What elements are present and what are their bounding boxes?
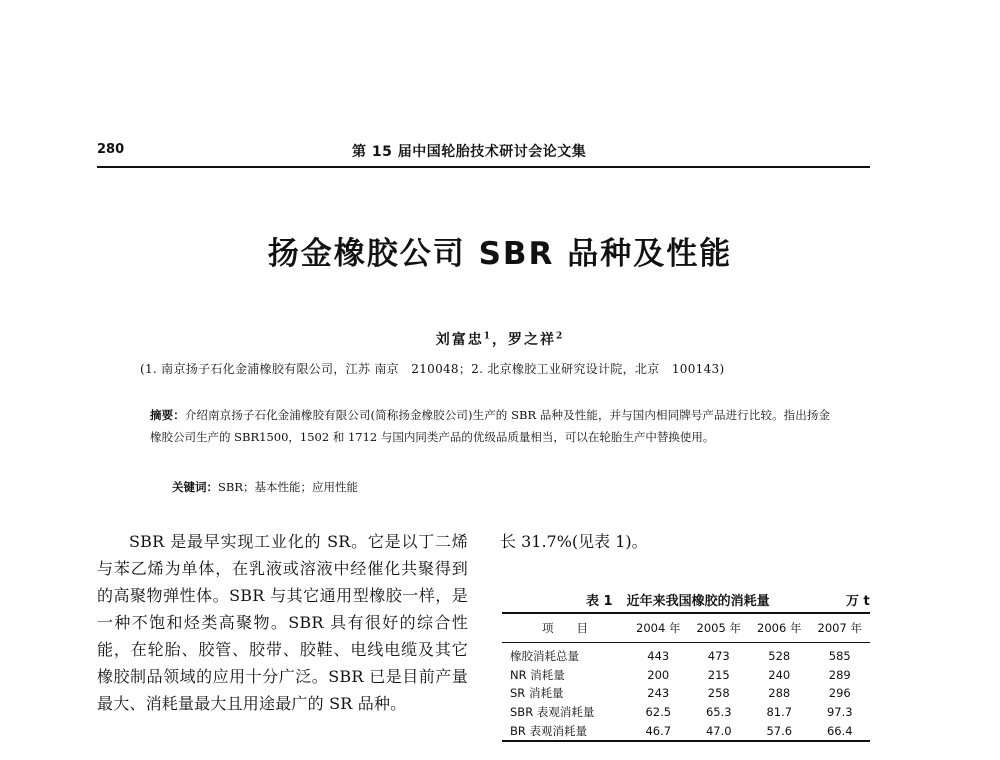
keywords-label: 关键词： (172, 480, 218, 494)
author-2: 罗之祥 (508, 332, 556, 348)
table-cell: 47.0 (705, 723, 732, 738)
table-cell: 215 (707, 667, 730, 682)
body-paragraph-left: SBR 是最早实现工业化的 SR。它是以丁二烯与苯乙烯为单体，在乳液或溶液中经催化共聚得到的高聚物弹性体。SBR 与其它通用型橡胶一样，是一种不饱和烃类高聚物。SBR 具有很好的综合性能，在轮胎、胶管、胶带、胶鞋、电线电缆及其它橡胶制品领域的应用十分广泛。SBR 已是目前产量最大、消耗量最大且用途最广的 SR 品种。 (97, 532, 468, 713)
table-row-label: SR 消耗量 (510, 686, 564, 701)
table-cell: 585 (828, 649, 851, 664)
table-cell: 243 (647, 686, 670, 701)
table-cell: 443 (647, 649, 670, 664)
table-cell: 240 (768, 667, 791, 682)
author-1-affiliation-mark: 1 (483, 331, 492, 342)
table-row-label: 橡胶消耗总量 (510, 649, 579, 664)
table-cell: 288 (768, 686, 791, 701)
page-number: 280 (97, 142, 125, 157)
affiliations: (1. 南京扬子石化金浦橡胶有限公司，江苏 南京 210048；2. 北京橡胶工业研究设计院，北京 100143) (140, 362, 725, 376)
table-cell: 289 (828, 667, 851, 682)
table-cell: 66.4 (826, 723, 853, 738)
table-header-cell: 2007 年 (817, 621, 862, 635)
author-2-affiliation-mark: 2 (556, 331, 565, 342)
table-header-cell: 2004 年 (636, 621, 681, 635)
table-header-cell: 2006 年 (757, 621, 802, 635)
abstract-label: 摘要： (150, 408, 185, 422)
keywords-text: SBR；基本性能；应用性能 (218, 480, 358, 494)
table-caption-title: 近年来我国橡胶的消耗量 (626, 594, 770, 609)
author-1: 刘富忠 (435, 332, 484, 348)
table-cell: 62.5 (645, 705, 672, 720)
table-cell: 473 (707, 649, 730, 664)
table-cell: 81.7 (766, 705, 793, 720)
table-caption (586, 590, 886, 609)
body-paragraph-right: 长 31.7%(见表 1)。 (500, 532, 648, 551)
table-row-label: NR 消耗量 (510, 667, 565, 682)
table-header-row (502, 613, 870, 643)
paper-title: 扬金橡胶公司 SBR 品种及性能 (267, 236, 733, 272)
table-row (502, 684, 870, 703)
table-cell: 528 (768, 649, 791, 664)
table-caption-label: 表 1 (586, 594, 613, 609)
abstract (150, 404, 830, 448)
abstract-text: 介绍南京扬子石化金浦橡胶有限公司(简称扬金橡胶公司)生产的 SBR 品种及性能，并与国内相同牌号产品进行比较。指出扬金橡胶公司生产的 SBR1500，1502 和 1712 与国内同类产品的优级品质量相当，可以在轮胎生产中替换使用。 (150, 408, 831, 444)
table-row (502, 666, 870, 685)
author-separator: ， (492, 332, 508, 348)
keywords (172, 479, 832, 495)
table-row (502, 643, 870, 666)
table-row-label: SBR 表观消耗量 (510, 705, 595, 720)
table-cell: 200 (647, 667, 670, 682)
table-cell: 296 (828, 686, 851, 701)
table-unit: 万 t (846, 594, 870, 609)
table-header-cell: 项 目 (542, 621, 588, 635)
table-header-cell: 2005 年 (696, 621, 741, 635)
table-row (502, 703, 870, 722)
consumption-table (502, 612, 870, 742)
table-row (502, 721, 870, 741)
authors (0, 329, 1000, 349)
table-row-label: BR 表观消耗量 (510, 723, 588, 738)
table-cell: 258 (707, 686, 730, 701)
running-title: 第 15 届中国轮胎技术研讨会论文集 (352, 144, 587, 160)
table-cell: 46.7 (645, 723, 672, 738)
table-cell: 97.3 (826, 705, 853, 720)
table-cell: 65.3 (705, 705, 732, 720)
header-rule (97, 166, 870, 168)
table-cell: 57.6 (766, 723, 793, 738)
